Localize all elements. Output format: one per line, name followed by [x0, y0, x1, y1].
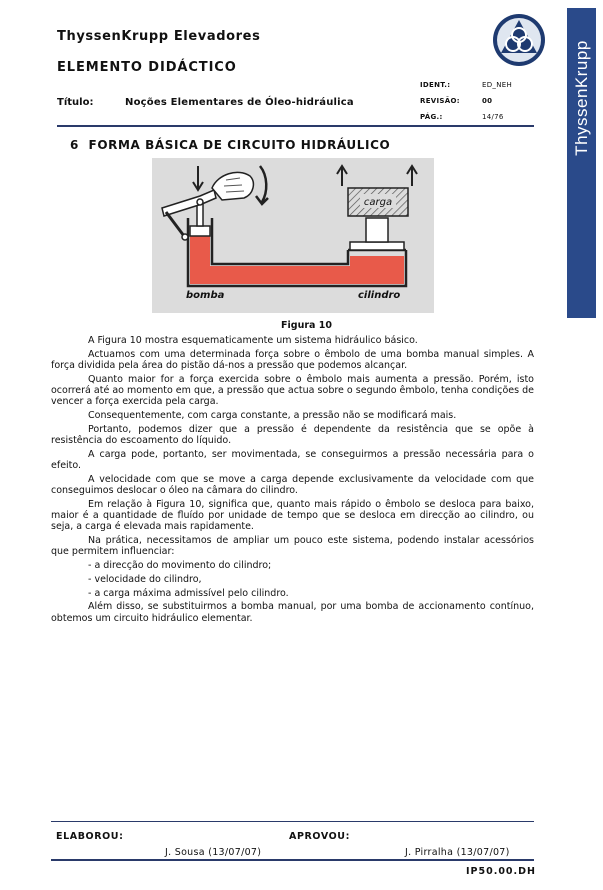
brand-band-text: ThyssenKrupp: [571, 40, 591, 156]
header-rule: [57, 125, 534, 127]
pump-label: bomba: [186, 290, 225, 301]
hydraulic-circuit-figure: [152, 158, 434, 313]
paragraph: Quanto maior for a força exercida sobre o êmbolo mais aumenta a pressão. Porém, isto ocorrerá até ao momento em que, a pressão que actua sobre o segundo êmbolo, tenha condições de vencer a força exercida pela carga.: [51, 373, 534, 408]
paragraph: A Figura 10 mostra esquematicamente um sistema hidráulico básico.: [88, 335, 418, 346]
revisao-value: 00: [482, 97, 493, 105]
ident-value: ED_NEH: [482, 81, 513, 89]
paragraph: A velocidade com que se move a carga depende exclusivamente da velocidade com que conseguimos deslocar o óleo na câmara do cilindro.: [51, 473, 534, 496]
list-item: - velocidade do cilindro,: [88, 573, 202, 585]
elaborou-name: J. Sousa (13/07/07): [165, 847, 262, 858]
paragraph: A carga pode, portanto, ser movimentada, se conseguirmos a pressão necessária para o efeito.: [51, 448, 534, 471]
body-text: [51, 335, 534, 626]
paragraph: Em relação à Figura 10, significa que, quanto mais rápido o êmbolo se desloca para baixo, maior é a quantidade de fluído por unidade de tempo que se desloca em direcção ao cilindro, ou seja, a carga é elevada mais rapidamente.: [51, 498, 534, 533]
ident-label: IDENT.:: [420, 81, 451, 89]
list-item: - a direcção do movimento do cilindro;: [88, 560, 272, 571]
thyssenkrupp-logo-icon: [492, 13, 546, 67]
elaborou-label: ELABOROU:: [56, 831, 124, 842]
pag-label: PÁG.:: [420, 113, 443, 121]
paragraph: Portanto, podemos dizer que a pressão é dependente da resistência que se opõe à resistência do escoamento do líquido.: [51, 423, 534, 446]
title-value: Noções Elementares de Óleo-hidráulica: [125, 97, 354, 108]
load-label: carga: [363, 197, 393, 208]
figure-caption: Figura 10: [281, 320, 332, 331]
company-name: ThyssenKrupp Elevadores: [57, 29, 261, 44]
aprovou-label: APROVOU:: [289, 831, 351, 842]
section-number: 6: [70, 138, 79, 152]
cylinder-label: cilindro: [358, 290, 401, 301]
aprovou-name: J. Pirralha (13/07/07): [405, 847, 510, 858]
brand-side-band: [567, 8, 596, 318]
title-label: Título:: [57, 97, 94, 108]
footer-rule: [51, 821, 534, 822]
revisao-label: REVISÃO:: [420, 97, 460, 105]
paragraph: Actuamos com uma determinada força sobre o êmbolo de uma bomba manual simples. A força dividida pela área do pistão dá-nos a pressão que podemos alcançar.: [51, 348, 534, 371]
section-heading: [70, 138, 390, 152]
section-title: FORMA BÁSICA DE CIRCUITO HIDRÁULICO: [88, 138, 391, 152]
footer-rule-bottom: [51, 859, 534, 861]
document-type: ELEMENTO DIDÁCTICO: [57, 60, 237, 75]
paragraph: Além disso, se substituirmos a bomba manual, por uma bomba de accionamento contínuo, obtemos um circuito hidráulico elementar.: [51, 601, 534, 624]
paragraph: Consequentemente, com carga constante, a pressão não se modificará mais.: [88, 410, 457, 421]
document-code: IP50.00.DH: [466, 866, 536, 877]
list-item: - a carga máxima admissível pelo cilindro.: [88, 587, 289, 599]
paragraph: Na prática, necessitamos de ampliar um pouco este sistema, podendo instalar acessórios que permitem influenciar:: [51, 535, 534, 558]
pag-value: 14/76: [482, 113, 504, 121]
